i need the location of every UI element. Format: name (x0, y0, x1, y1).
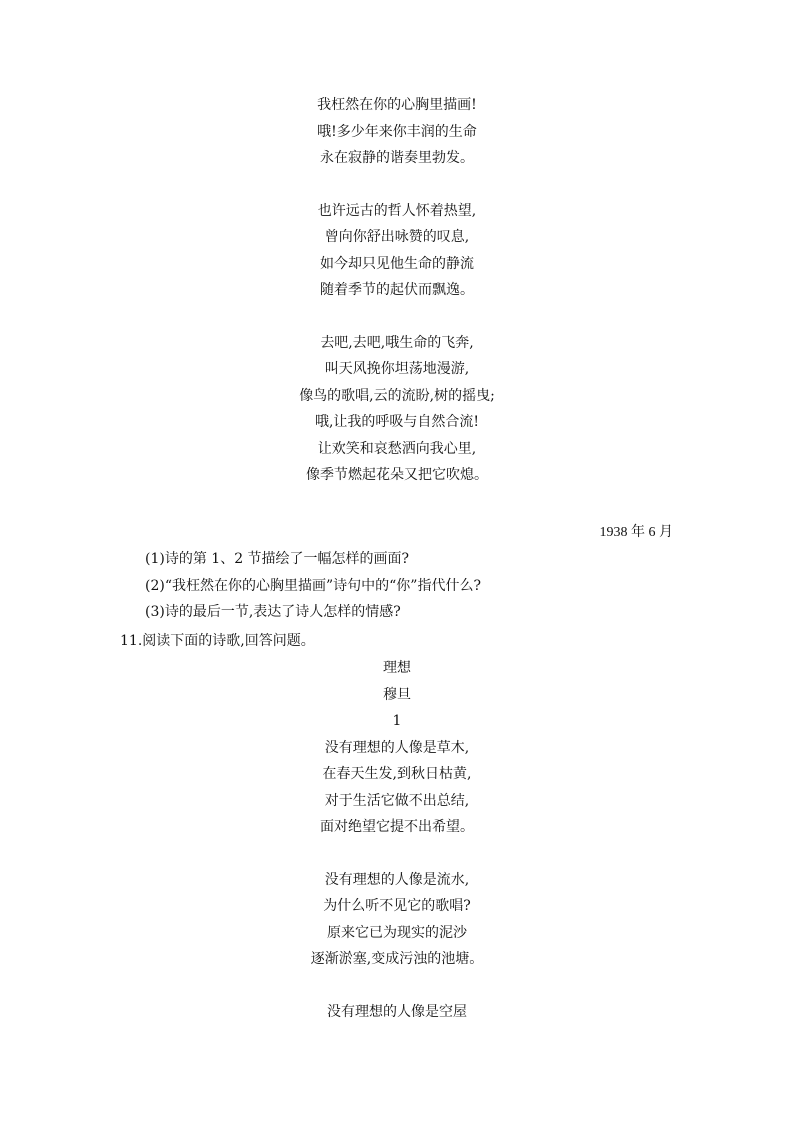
question-list (145, 546, 481, 626)
poem-line: 面对绝望它提不出希望。 (320, 819, 474, 835)
poem-line: 为什么听不见它的歌唱? (323, 898, 471, 914)
poem-line: 像季节燃起花朵又把它吹熄。 (306, 467, 488, 483)
poem-section-number: 1 (392, 713, 402, 729)
poem-line: 对于生活它做不出总结, (324, 792, 470, 809)
poem-line: 没有理想的人像是草木, (324, 739, 470, 756)
poem-line: 让欢笑和哀愁洒向我心里, (317, 440, 477, 457)
poem-date: 1938 年 6 月 (599, 525, 673, 540)
question-item: (2)“我枉然在你的心胸里描画”诗句中的“你”指代什么? (145, 577, 481, 594)
stanza-gap (0, 172, 794, 198)
poem-line: 我枉然在你的心胸里描画! (317, 97, 477, 113)
stanza-gap (0, 841, 794, 867)
poem-line: 叫天风挽你坦荡地漫游, (324, 361, 470, 377)
poem-line: 哦!多少年来你丰润的生命 (317, 123, 477, 140)
poem-line: 逐渐淤塞,变成污浊的池塘。 (310, 951, 484, 967)
stanza-gap (0, 304, 794, 330)
poem-line: 也许远古的哲人怀着热望, (317, 202, 477, 219)
poem-1 (0, 92, 794, 489)
poem-title: 理想 (383, 660, 411, 676)
poem-line: 没有理想的人像是空屋 (327, 1003, 467, 1020)
poem-line: 曾向你舒出咏赞的叹息, (324, 229, 470, 245)
poem-author: 穆旦 (383, 686, 411, 703)
poem-2 (0, 655, 794, 1025)
question-item: (1)诗的第 1、2 节描绘了一幅怎样的画面? (145, 551, 410, 567)
item-11-prompt: 11.阅读下面的诗歌,回答问题。 (120, 633, 315, 649)
poem-line: 随着季节的起伏而飘逸。 (320, 282, 474, 298)
poem-line: 如今却只见他生命的静流 (320, 255, 474, 272)
question-item: (3)诗的最后一节,表达了诗人怎样的情感? (145, 604, 401, 620)
poem-line: 永在寂静的谐奏里勃发。 (320, 150, 474, 166)
stanza-gap (0, 973, 794, 999)
poem-line: 原来它已为现实的泥沙 (327, 924, 467, 941)
poem-line: 哦,让我的呼吸与自然合流! (314, 414, 480, 430)
poem-line: 去吧,去吧,哦生命的飞奔, (320, 334, 474, 351)
poem-line: 没有理想的人像是流水, (324, 871, 470, 888)
poem-line: 在春天生发,到秋日枯黄, (322, 766, 472, 782)
poem-line: 像鸟的歌唱,云的流盼,树的摇曳; (299, 387, 495, 404)
